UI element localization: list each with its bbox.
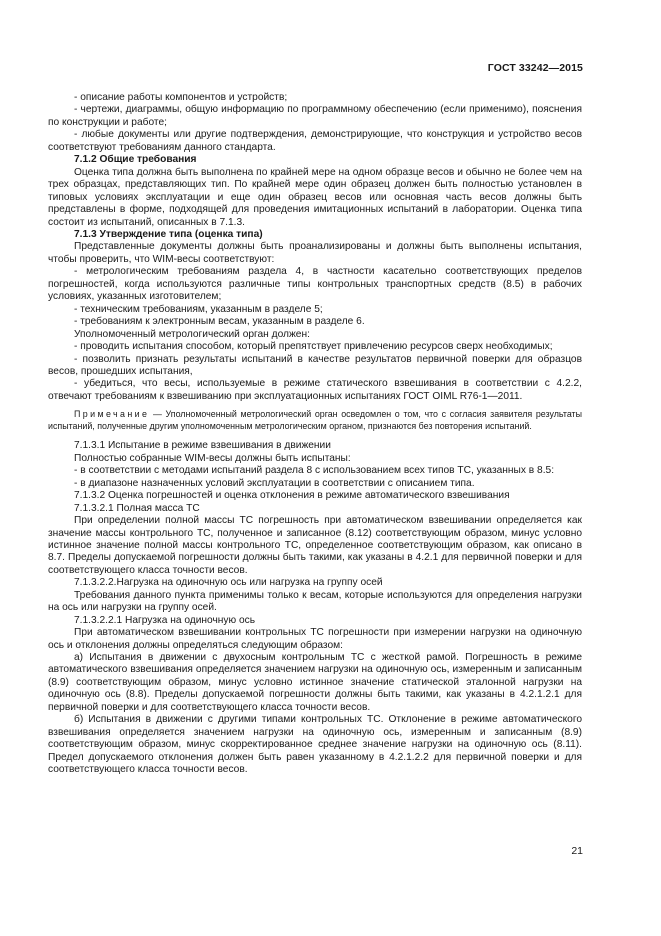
section-heading-7-1-3-1: 7.1.3.1 Испытание в режиме взвешивания в движении: [74, 440, 331, 452]
list-item-test-methods: - в соответствии с методами испытаний раздела 8 с использованием всех типов ТС, указанных в 8.5:: [74, 465, 555, 477]
paragraph-total-mass: При определении полной массы ТС погрешность при автоматическом взвешивании определяется как значение массы контрольного ТС, полученное и записанное (8.12) соответствующим образом, минус условно истинное значение полной массы контрольного ТС, определенное соответствующим образом, как описано в 8.7. Пределы допускаемой погрешности должны быть такими, как указаны в 4.2.1 для первичной поверки и для соответствующего класса точности весов.: [48, 515, 582, 576]
list-item-description: - описание работы компонентов и устройств;: [74, 92, 288, 103]
list-item-a-two-axle: а) Испытания в движении с двухосным контрольным ТС с жесткой рамой. Погрешность в режиме автоматического взвешивания определяется значением нагрузки на одиночную ось, измеренным и записанным (8.9) соответствующим образом, минус условно истинное значение статической эталонной нагрузки на одиночную ось (8.8). Пределы допускаемой погрешности должны быть такими, как указаны в 4.2.1.2.1 для первичной поверки и для соответствующего класса точности весов.: [48, 652, 582, 713]
list-item-technical: - техническим требованиям, указанным в разделе 5;: [74, 303, 323, 315]
list-item-drawings: - чертежи, диаграммы, общую информацию по программному обеспечению (если применимо), пояснения по конструкции и работе;: [48, 104, 582, 128]
paragraph-general-requirements: Оценка типа должна быть выполнена по крайней мере на одном образце весов и обычно не более чем на трех образцах, представляющих тип. По крайней мере один образец должен быть полностью установлен в типовых условиях эксплуатации и еще один образец весов или основная часть весов должны быть представлены в форме, подходящей для проведения имитационных испытаний в лаборатории. Оценка типа состоит из испытаний, описанных в 7.1.3.: [48, 166, 582, 228]
note: [48, 409, 582, 432]
section-heading-7-1-3-2-2: 7.1.3.2.2.Нагрузка на одиночную ось или нагрузка на группу осей: [74, 577, 383, 589]
list-item-documents: - любые документы или другие подтверждения, демонстрирующие, что конструкция и устройство весов соответствуют требованиям данного стандарта.: [48, 129, 582, 153]
list-item-electronic: - требованиям к электронным весам, указанным в разделе 6.: [74, 316, 365, 328]
paragraph-type-approval: Представленные документы должны быть проанализированы и должны быть выполнены испытания, чтобы проверить, что WIM-весы соответствуют:: [48, 241, 582, 265]
list-item-metrological: - метрологическим требованиям раздела 4, в частности касательно соответствующих пределов погрешностей, когда используются различные типы контрольных транспортных средств (8.5) в рабочих условиях, указанных изготовителем;: [48, 266, 582, 303]
list-item-recognize-results: - позволить признать результаты испытаний в качестве результатов первичной поверки для образцов весов, прошедших испытания,: [48, 353, 582, 377]
paragraph-assembled-scales: Полностью собранные WIM-весы должны быть испытаны:: [74, 452, 351, 464]
list-item-b-other-vehicles: б) Испытания в движении с другими типами контрольных ТС. Отклонение в режиме автоматического взвешивания определяется значением нагрузки на одиночную ось, измеренным и записанным (8.9) соответствующим образом, минус скорректированное среднее значение нагрузки на одиночную ось (8.11). Предел допускаемого отклонения должен быть равен указанному в 4.2.1.2.2 для первичной поверки и для соответствующего класса точности весов.: [48, 714, 582, 776]
list-item-static-weighing: - убедиться, что весы, используемые в режиме статического взвешивания в соответствии с 4.2.2, отвечают требованиям к взвешиванию при эксплуатационных испытаниях ГОСТ OIML R76-1—2011.: [48, 378, 582, 402]
paragraph-single-axle: При автоматическом взвешивании контрольных ТС погрешности при измерении нагрузки на одиночную ось и отклонения должны определяться следующим образом:: [48, 627, 582, 651]
section-heading-7-1-2: 7.1.2 Общие требования: [74, 154, 197, 166]
document-body: [48, 92, 582, 777]
page-number: 21: [571, 845, 583, 857]
document-id: ГОСТ 33242—2015: [487, 62, 583, 74]
section-heading-7-1-3: 7.1.3 Утверждение типа (оценка типа): [74, 228, 263, 240]
list-item-operating-conditions: - в диапазоне назначенных условий эксплуатации в соответствии с описанием типа.: [74, 477, 475, 489]
note-label: Примечание: [74, 409, 150, 420]
paragraph-authority: Уполномоченный метрологический орган должен:: [74, 328, 310, 340]
note-text: — Уполномоченный метрологический орган осведомлен о том, что с согласия заявителя результаты испытаний, полученные другим уполномоченным метрологическим органом, признаются без повторения испытаний.: [48, 409, 583, 431]
section-heading-7-1-3-2-2-1: 7.1.3.2.2.1 Нагрузка на одиночную ось: [74, 614, 256, 626]
list-item-conduct-tests: - проводить испытания способом, который препятствует привлечению ресурсов сверх необходимых;: [74, 341, 553, 353]
paragraph-axle-load-scope: Требования данного пункта применимы только к весам, которые используются для определения нагрузки на ось или нагрузки на группу осей.: [48, 589, 582, 614]
section-heading-7-1-3-2-1: 7.1.3.2.1 Полная масса ТС: [74, 502, 200, 514]
section-heading-7-1-3-2: 7.1.3.2 Оценка погрешностей и оценка отклонения в режиме автоматического взвешивания: [74, 490, 510, 502]
